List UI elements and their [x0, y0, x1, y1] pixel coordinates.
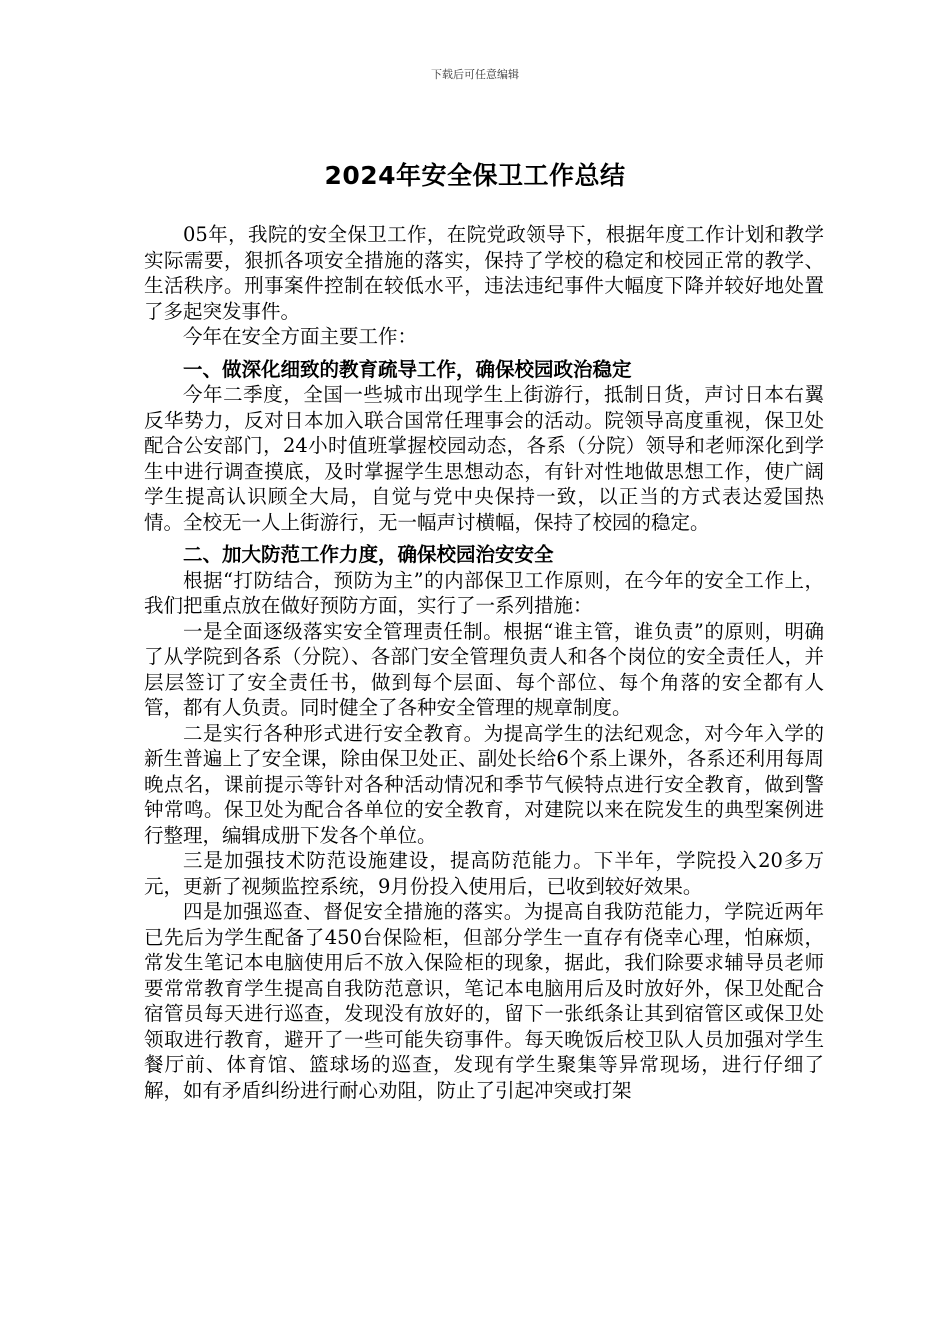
page-header: 下载后可任意编辑: [431, 68, 519, 81]
document-body: [144, 222, 824, 1103]
section-heading-1: 一、做深化细致的教育疏导工作，确保校园政治稳定: [183, 357, 632, 381]
paragraph-main-work: 今年在安全方面主要工作：: [183, 325, 418, 348]
paragraph-measure-4: 四是加强巡查、督促安全措施的落实。为提高自我防范能力，学院近两年已先后为学生配备了450台保险柜，但部分学生一直存有侥幸心理，怕麻烦，常发生笔记本电脑使用后不放入保险柜的现象，据此，我们除要求辅导员老师要常常教育学生提高自我防范意识，笔记本电脑用后及时放好外，保卫处配合宿管员每天进行巡查，发现没有放好的，留下一张纸条让其到宿管区或保卫处领取进行教育，避开了一些可能失窃事件。每天晚饭后校卫队人员加强对学生餐厅前、体育馆、篮球场的巡查，发现有学生聚集等异常现场，进行仔细了解，如有矛盾纠纷进行耐心劝阻，防止了引起冲突或打架: [144, 900, 824, 1102]
paragraph-intro: 05年，我院的安全保卫工作，在院党政领导下，根据年度工作计划和教学实际需要，狠抓各项安全措施的落实，保持了学校的稳定和校园正常的教学、生活秩序。刑事案件控制在较低水平，违法违纪事件大幅度下降并较好地处置了多起突发事件。: [144, 223, 824, 323]
paragraph-measure-3: 三是加强技术防范设施建设，提高防范能力。下半年，学院投入20多万元，更新了视频监控系统，9月份投入使用后，已收到较好效果。: [144, 849, 824, 898]
paragraph-section-2-intro: 根据“打防结合，预防为主”的内部保卫工作原则，在今年的安全工作上，我们把重点放在做好预防方面，实行了一系列措施：: [144, 568, 824, 617]
paragraph-measure-1: 一是全面逐级落实安全管理责任制。根据“谁主管，谁负责”的原则，明确了从学院到各系（分院）、各部门安全管理负责人和各个岗位的安全责任人，并层层签订了安全责任书，做到每个层面、每个部位、每个角落的安全都有人管，都有人负责。同时健全了各种安全管理的规章制度。: [144, 619, 824, 719]
document-title: 2024年安全保卫工作总结: [324, 161, 626, 190]
paragraph-section-1: 今年二季度，全国一些城市出现学生上街游行，抵制日货，声讨日本右翼反华势力，反对日本加入联合国常任理事会的活动。院领导高度重视，保卫处配合公安部门，24小时值班掌握校园动态，各系（分院）领导和老师深化到学生中进行调查摸底，及时掌握学生思想动态，有针对性地做思想工作，使广阔学生提高认识顾全大局，自觉与党中央保持一致，以正当的方式表达爱国热情。全校无一人上街游行，无一幅声讨横幅，保持了校园的稳定。: [144, 383, 824, 534]
section-heading-2: 二、加大防范工作力度，确保校园治安安全: [183, 543, 554, 566]
paragraph-measure-2: 二是实行各种形式进行安全教育。为提高学生的法纪观念，对今年入学的新生普遍上了安全课，除由保卫处正、副处长给6个系上课外，各系还利用每周晚点名，课前提示等针对各种活动情况和季节气候特点进行安全教育，做到警钟常鸣。保卫处为配合各单位的安全教育，对建院以来在院发生的典型案例进行整理，编辑成册下发各个单位。: [144, 721, 824, 847]
